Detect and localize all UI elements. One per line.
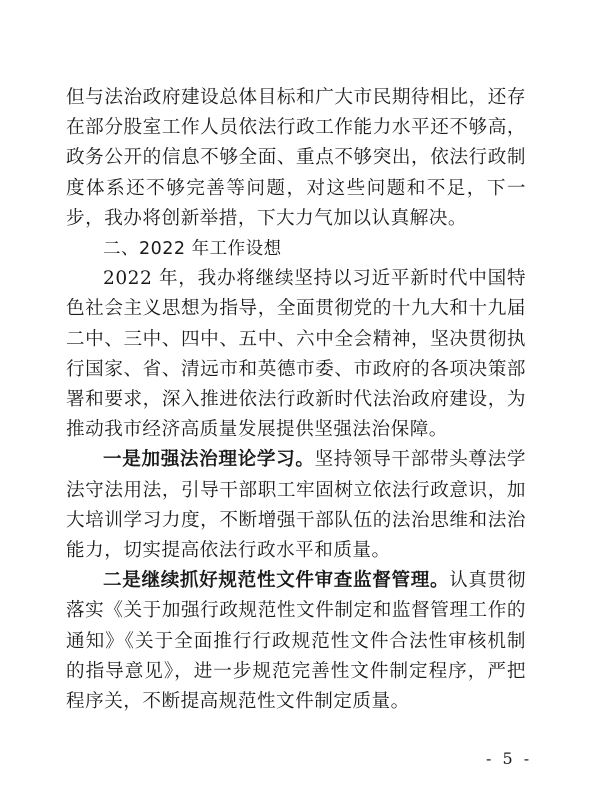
item-1-lead: 一是加强法治理论学习。: [103, 449, 315, 471]
page-number: - 5 -: [486, 749, 533, 768]
item-2-lead: 二是继续抓好规范性文件审查监督管理。: [103, 570, 450, 592]
item-2-body: 认真贯彻落实《关于加强行政规范性文件制定和监督管理工作的通知》《关于全面推行行政规范性文件合法性审核机制的指导意见》，进一步规范完善性文件制定程序，严把程序关，不断提高规范性文件制定质量。: [66, 570, 526, 713]
paragraph-continuation: 但与法治政府建设总体目标和广大市民期待相比，还存在部分股室工作人员依法行政工作能力水平还不够高，政务公开的信息不够全面、重点不够突出，依法行政制度体系还不够完善等问题，对这些问题和不足，下一步，我办将创新举措，下大力气加以认真解决。: [66, 87, 526, 229]
document-body: [66, 83, 526, 717]
paragraph-2022-plan: 2022 年，我办将继续坚持以习近平新时代中国特色社会主义思想为指导，全面贯彻党的十九大和十九届二中、三中、四中、五中、六中全会精神，坚决贯彻执行国家、省、清远市和英德市委、市政府的各项决策部署和要求，深入推进依法行政新时代法治政府建设，为推动我市经济高质量发展提供坚强法治保障。: [66, 268, 526, 441]
item-1-body: 坚持领导干部带头尊法学法守法用法，引导干部职工牢固树立依法行政意识，加大培训学习力度，不断增强干部队伍的法治思维和法治能力，切实提高依法行政水平和质量。: [66, 449, 526, 562]
section-heading-2: 二、2022 年工作设想: [103, 239, 282, 260]
item-1-paragraph: [66, 445, 526, 566]
item-2-paragraph: [66, 566, 526, 717]
